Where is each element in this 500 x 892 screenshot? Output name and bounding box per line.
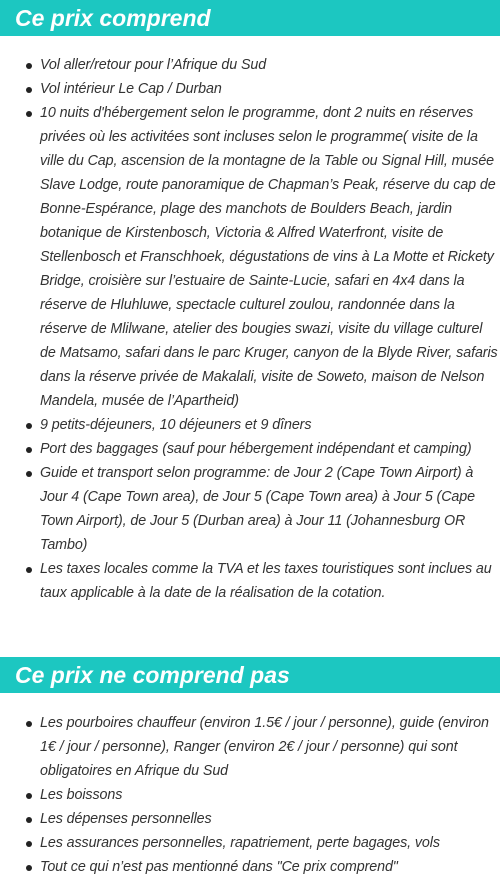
bullet-icon bbox=[26, 721, 32, 727]
bullet-icon bbox=[26, 63, 32, 69]
list-item-text: Vol aller/retour pour l’Afrique du Sud bbox=[40, 57, 267, 73]
list-item-text: Tout ce qui n’est pas mentionné dans "Ce prix comprend" bbox=[40, 859, 398, 875]
includes-list bbox=[0, 53, 500, 605]
list-item-text: Les taxes locales comme la TVA et les taxes touristiques sont inclues au taux applicable à la date de la réalisation de la cotation. bbox=[40, 561, 492, 601]
list-item bbox=[0, 557, 500, 605]
bullet-icon bbox=[26, 793, 32, 799]
list-item-text: Les pourboires chauffeur (environ 1.5€ / jour / personne), guide (environ 1€ / jour / personne), Ranger (environ 2€ / jour / personne) qui sont obligatoires en Afrique du Sud bbox=[40, 715, 489, 779]
bullet-icon bbox=[26, 111, 32, 117]
bullet-icon bbox=[26, 841, 32, 847]
bullet-icon bbox=[26, 423, 32, 429]
list-item-text: 9 petits-déjeuners, 10 déjeuners et 9 dîners bbox=[40, 417, 312, 433]
bullet-icon bbox=[26, 471, 32, 477]
list-item-text: Les boissons bbox=[40, 787, 123, 803]
list-item bbox=[0, 101, 500, 413]
includes-header: Ce prix comprend bbox=[0, 0, 500, 36]
list-item-text: Les assurances personnelles, rapatriement, perte bagages, vols bbox=[40, 835, 440, 851]
list-item bbox=[0, 807, 500, 831]
list-item bbox=[0, 461, 500, 557]
list-item-text: Guide et transport selon programme: de Jour 2 (Cape Town Airport) à Jour 4 (Cape Town area), de Jour 5 (Cape Town area) à Jour 5 (Cape Town Airport), de Jour 5 (Durban area) à Jour 11 (Johannesburg OR Tambo) bbox=[40, 465, 475, 553]
excludes-section bbox=[0, 657, 500, 879]
list-item bbox=[0, 53, 500, 77]
list-item bbox=[0, 831, 500, 855]
bullet-icon bbox=[26, 567, 32, 573]
list-item-text: Les dépenses personnelles bbox=[40, 811, 212, 827]
list-item-text: 10 nuits d'hébergement selon le programme, dont 2 nuits en réserves privées où les activitées sont incluses selon le programme( visite de la ville du Cap, ascension de la montagne de la Table ou Signal Hill, musée Slave Lodge, route panoramique de Chapman’s Peak, réserve du cap de Bonne-Espérance, plage des manchots de Boulders Beach, jardin botanique de Kirstenbosch, Victoria & Alfred Waterfront, visite de Stellenbosch et Franschhoek, dégustations de vins à La Motte et Rickety Bridge, croisière sur l’estuaire de Sainte-Lucie, safari en 4x4 dans la réserve de Hluhluwe, spectacle culturel zoulou, randonnée dans la réserve de Mlilwane, atelier des bougies swazi, visite du village culturel de Matsamo, safari dans le parc Kruger, canyon de la Blyde River, safaris dans la réserve privée de Makalali, visite de Soweto, maison de Nelson Mandela, musée de l’Apartheid) bbox=[40, 105, 498, 409]
list-item bbox=[0, 77, 500, 101]
excludes-list bbox=[0, 711, 500, 879]
bullet-icon bbox=[26, 447, 32, 453]
list-item bbox=[0, 437, 500, 461]
excludes-header: Ce prix ne comprend pas bbox=[0, 657, 500, 693]
bullet-icon bbox=[26, 817, 32, 823]
list-item-text: Vol intérieur Le Cap / Durban bbox=[40, 81, 222, 97]
list-item bbox=[0, 855, 500, 879]
list-item-text: Port des baggages (sauf pour hébergement indépendant et camping) bbox=[40, 441, 472, 457]
list-item bbox=[0, 711, 500, 783]
list-item bbox=[0, 783, 500, 807]
list-item bbox=[0, 413, 500, 437]
bullet-icon bbox=[26, 865, 32, 871]
bullet-icon bbox=[26, 87, 32, 93]
